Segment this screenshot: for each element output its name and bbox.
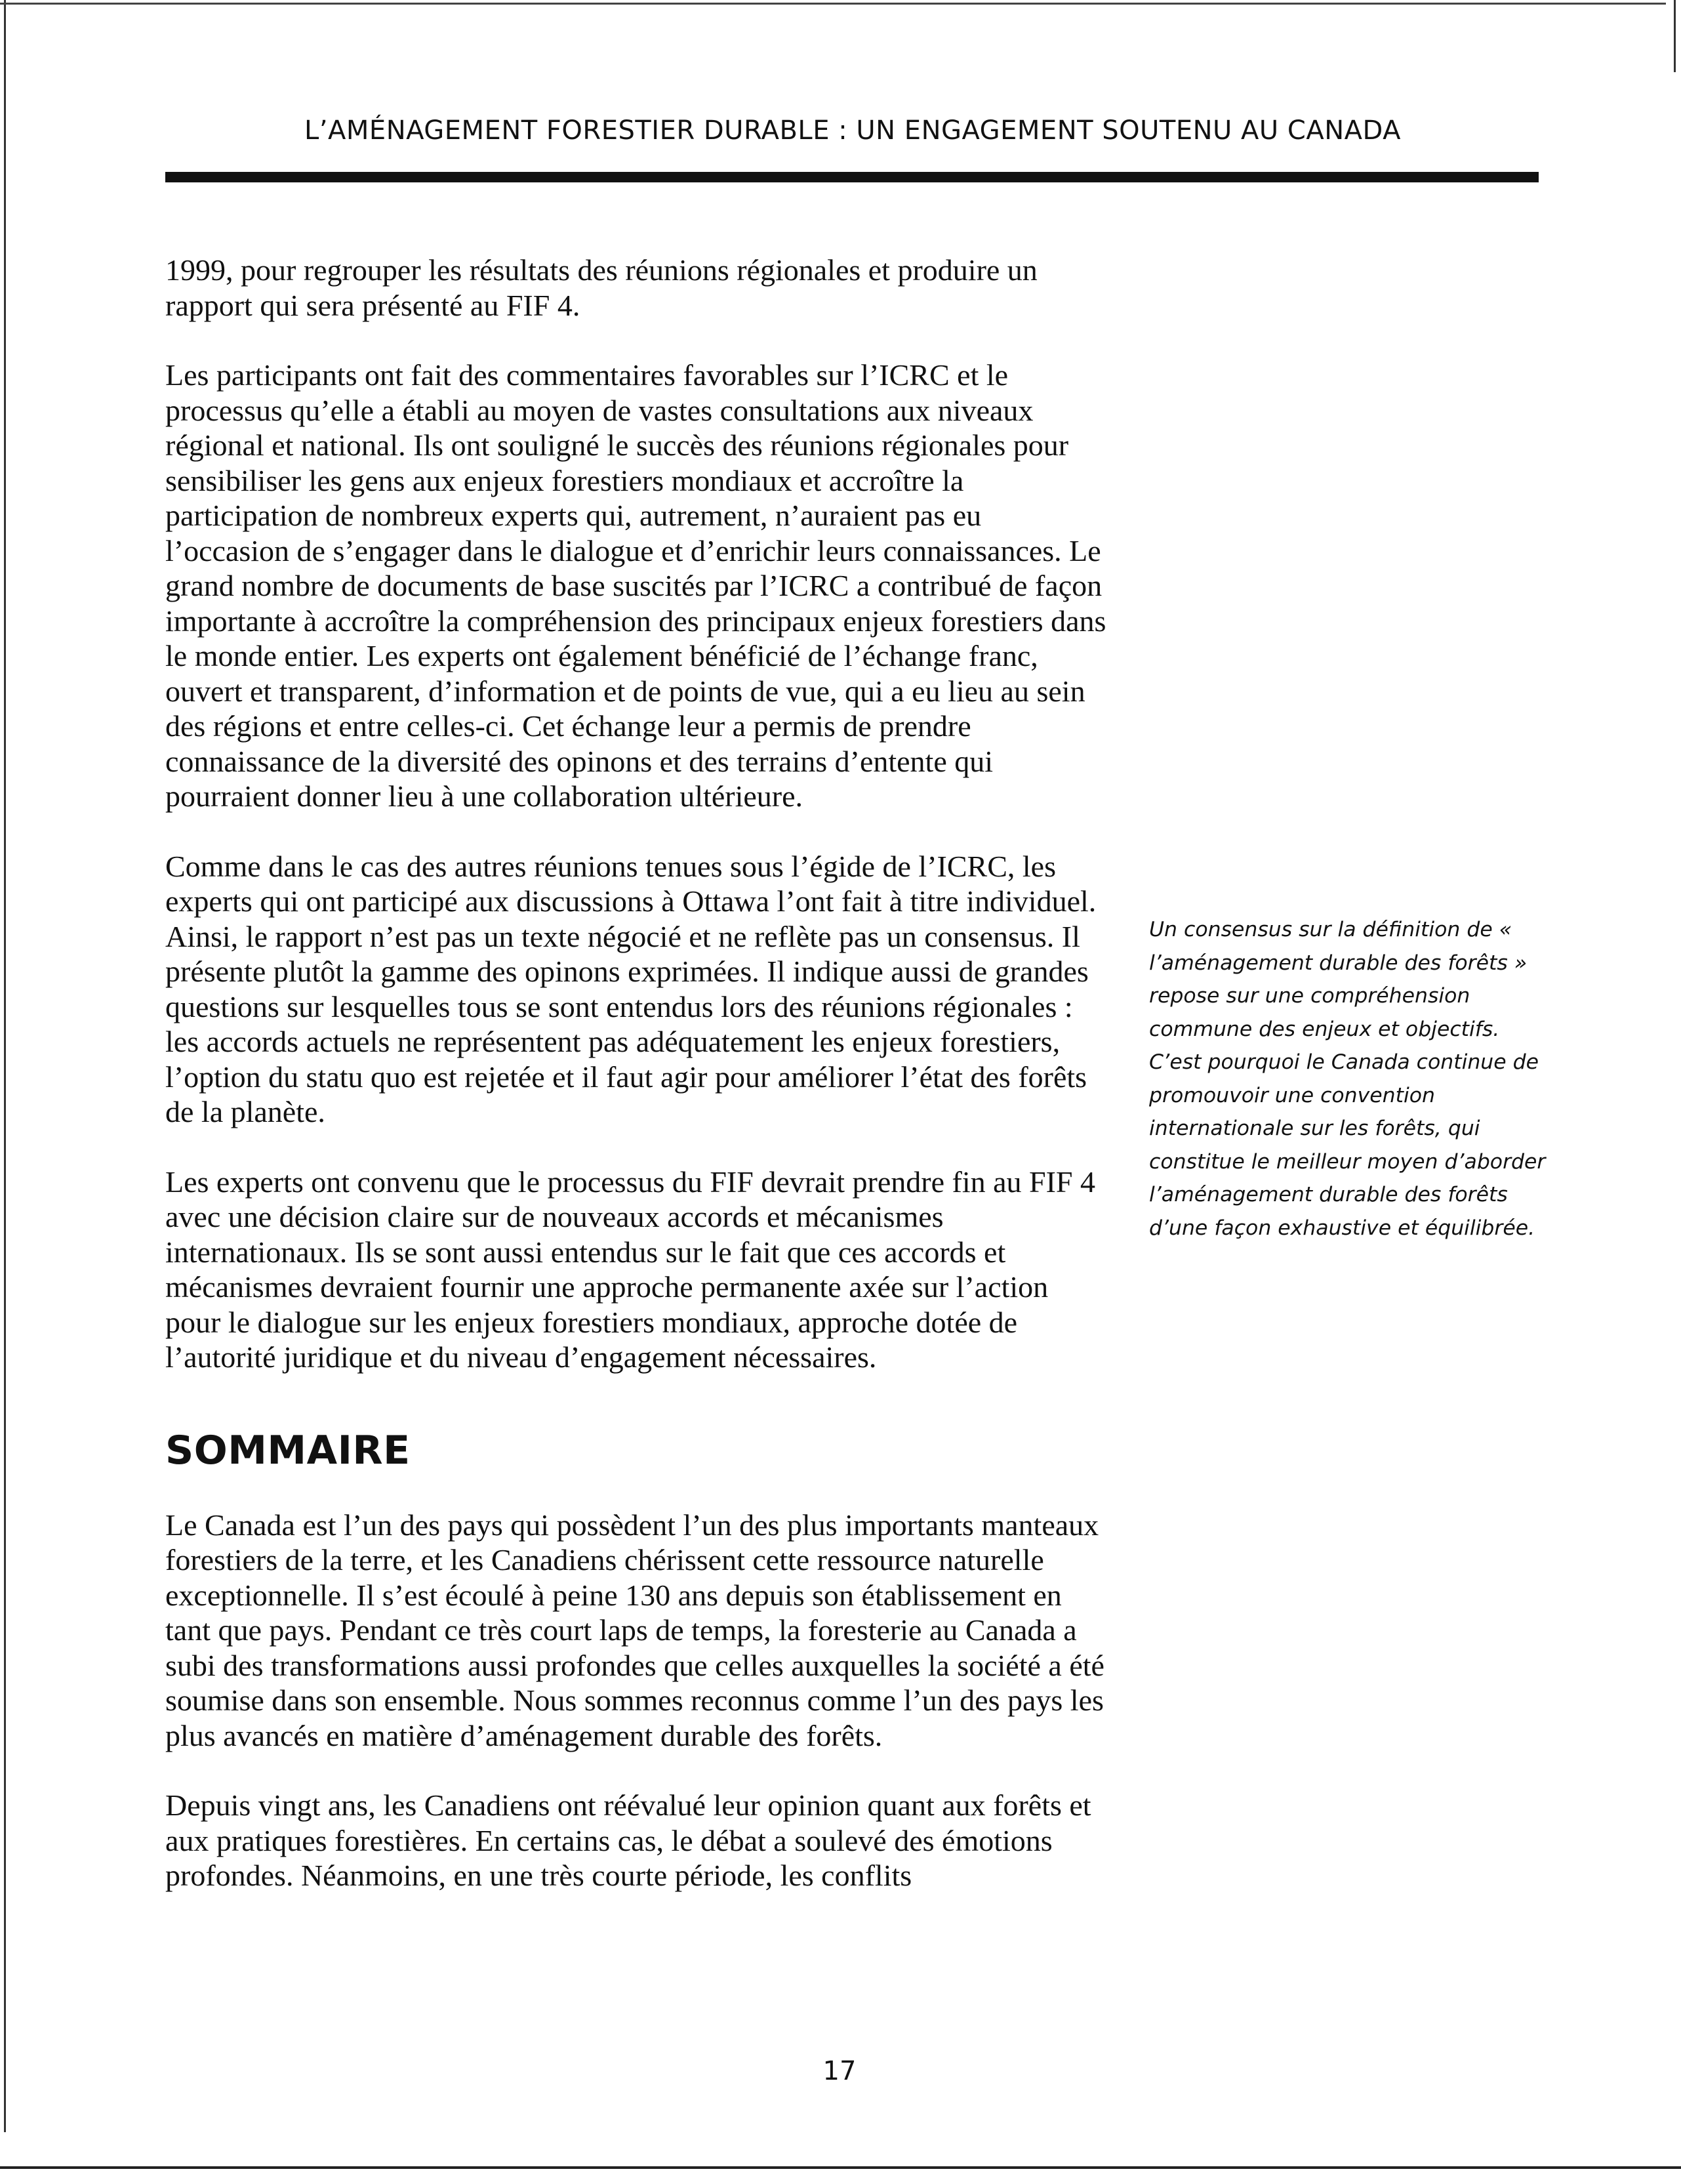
scan-edge-top: [0, 3, 1666, 5]
paragraph: 1999, pour regrouper les résultats des réunions régionales et produire un rapport qui sera présenté au FIF 4.: [165, 253, 1038, 322]
running-header: L’AMÉNAGEMENT FORESTIER DURABLE : UN ENGAGEMENT SOUTENU AU CANADA: [304, 115, 1401, 146]
main-text-column: [165, 253, 1110, 1928]
section-heading: SOMMAIRE: [165, 1427, 411, 1473]
sidebar-pull-quote: Un consensus sur la définition de « l’aménagement durable des forêts » repose sur une compréhension commune des enjeux et objectifs. C’est pourquoi le Canada continue de promouvoir une convention internationale sur les forêts, qui constitue le meilleur moyen d’aborder l’aménagement durable des forêts d’une façon exhaustive et équilibrée.: [1149, 918, 1546, 1240]
paragraph: Comme dans le cas des autres réunions tenues sous l’égide de l’ICRC, les experts qui ont participé aux discussions à Ottawa l’ont fait à titre individuel. Ainsi, le rapport n’est pas un texte négocié et ne reflète pas un consensus. Il présente plutôt la gamme des opinons exprimées. Il indique aussi de grandes questions sur lesquelles tous se sont entendus lors des réunions régionales : les accords actuels ne représentent pas adéquatement les enjeux forestiers, l’option du statu quo est rejetée et il faut agir pour améliorer l’état des forêts de la planète.: [165, 849, 1097, 1128]
paragraph: Les participants ont fait des commentaires favorables sur l’ICRC et le processus qu’elle a établi au moyen de vastes consultations aux niveaux régional et national. Ils ont souligné le succès des réunions régionales pour sensibiliser les gens aux enjeux forestiers mondiaux et accroître la participation de nombreux experts qui, autrement, n’auraient pas eu l’occasion de s’engager dans le dialogue et d’enrichir leurs connaissances. Le grand nombre de documents de base suscités par l’ICRC a contribué de façon importante à accroître la compréhension des principaux enjeux forestiers dans le monde entier. Les experts ont également bénéficié de l’échange franc, ouvert et transparent, d’information et de points de vue, qui a eu lieu au sein des régions et entre celles-ci. Cet échange leur a permis de prendre connaissance de la diversité des opinons et des terrains d’entente qui pourraient donner lieu à une collaboration ultérieure.: [165, 358, 1106, 813]
page-number: 17: [822, 2056, 857, 2086]
header-rule: [165, 172, 1539, 182]
paragraph: Les experts ont convenu que le processus du FIF devrait prendre fin au FIF 4 avec une décision claire sur de nouveaux accords et mécanismes internationaux. Ils se sont aussi entendus sur le fait que ces accords et mécanismes devraient fournir une approche permanente axée sur l’action pour le dialogue sur les enjeux forestiers mondiaux, approche dotée de l’autorité juridique et du niveau d’engagement nécessaires.: [165, 1164, 1096, 1374]
paragraph: Depuis vingt ans, les Canadiens ont réévalué leur opinion quant aux forêts et aux pratiques forestières. En certains cas, le débat a soulevé des émotions profondes. Néanmoins, en une très courte période, les conflits: [165, 1788, 1091, 1892]
paragraph: Le Canada est l’un des pays qui possèdent l’un des plus importants manteaux forestiers de la terre, et les Canadiens chérissent cette ressource naturelle exceptionnelle. Il s’est écoulé à peine 130 ans depuis son établissement en tant que pays. Pendant ce très court laps de temps, la foresterie au Canada a subi des transformations aussi profondes que celles auxquelles la société a été soumise dans son ensemble. Nous sommes reconnus comme l’un des pays les plus avancés en matière d’aménagement durable des forêts.: [165, 1508, 1104, 1752]
scan-edge-left: [4, 0, 6, 2132]
scan-edge-right: [1674, 0, 1676, 72]
scan-edge-bottom: [0, 2166, 1681, 2169]
